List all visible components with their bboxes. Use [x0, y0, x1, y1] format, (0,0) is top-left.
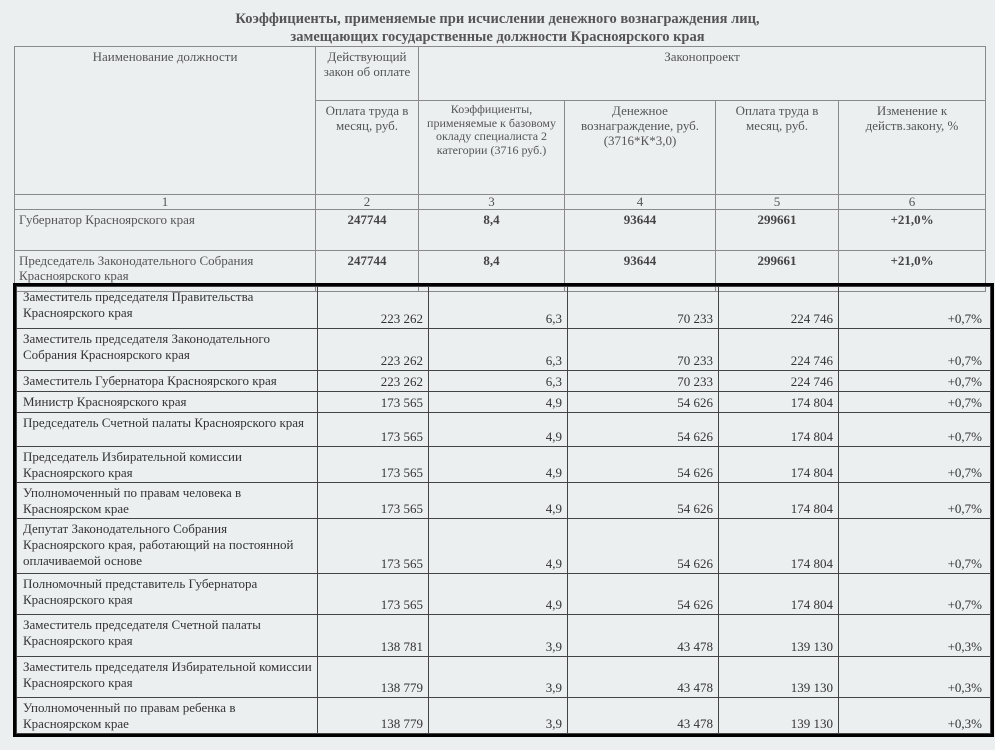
current-pay: 173 565: [318, 483, 429, 519]
new-pay: 299661: [716, 210, 839, 251]
coefficient: 3,9: [429, 657, 568, 698]
position-name: Заместитель председателя Правительства Красноярского края: [17, 287, 318, 329]
change-percent: +21,0%: [839, 251, 986, 292]
coefficient: 4,9: [429, 483, 568, 519]
change-percent: +0,7%: [839, 329, 991, 371]
header-col3: Коэффициенты, применяемые к базовому окладу специалиста 2 категории (3716 руб.): [419, 101, 565, 195]
position-name: Председатель Законодательного Собрания Красноярского края: [15, 251, 316, 292]
reward: 43 478: [568, 615, 719, 657]
new-pay: 174 804: [719, 483, 839, 519]
current-pay: 223 262: [318, 329, 429, 371]
coefficient: 4,9: [429, 519, 568, 574]
column-number: 3: [419, 195, 565, 210]
reward: 43 478: [568, 698, 719, 734]
column-number: 6: [839, 195, 986, 210]
change-percent: +0,7%: [839, 287, 991, 329]
new-pay: 224 746: [719, 329, 839, 371]
table-row: [17, 519, 991, 574]
position-name: Губернатор Красноярского края: [15, 210, 316, 251]
reward: 93644: [565, 210, 716, 251]
new-pay: 174 804: [719, 574, 839, 615]
new-pay: 174 804: [719, 392, 839, 413]
new-pay: 139 130: [719, 615, 839, 657]
position-name: Уполномоченный по правам человека в Красноярском крае: [17, 483, 318, 519]
header-col4-formula: (3716*К*3,0): [603, 133, 677, 148]
title-line-1: Коэффициенты, применяемые при исчислении денежного вознаграждения лиц,: [235, 11, 760, 27]
change-percent: +0,7%: [839, 392, 991, 413]
new-pay: 139 130: [719, 657, 839, 698]
reward: 70 233: [568, 287, 719, 329]
header-table: [14, 46, 986, 292]
coefficient: 4,9: [429, 574, 568, 615]
column-number: 4: [565, 195, 716, 210]
position-name: Председатель Счетной палаты Красноярского края: [17, 413, 318, 447]
current-pay: 138 781: [318, 615, 429, 657]
current-pay: 223 262: [318, 287, 429, 329]
header-current-law: Действующий закон об оплате: [316, 47, 419, 101]
table-row: [17, 413, 991, 447]
current-pay: 138 779: [318, 657, 429, 698]
position-name: Заместитель председателя Законодательного Собрания Красноярского края: [17, 329, 318, 371]
change-percent: +0,7%: [839, 519, 991, 574]
document-title: [0, 10, 995, 46]
table-row: [17, 698, 991, 734]
change-percent: +0,3%: [839, 657, 991, 698]
coefficient: 3,9: [429, 698, 568, 734]
table-row: [17, 371, 991, 392]
change-percent: +0,7%: [839, 447, 991, 483]
new-pay: 224 746: [719, 371, 839, 392]
header-col4: [565, 101, 716, 195]
change-percent: +0,7%: [839, 413, 991, 447]
table-row: [17, 657, 991, 698]
table-row: [17, 615, 991, 657]
position-name: Заместитель Губернатора Красноярского края: [17, 371, 318, 392]
new-pay: 174 804: [719, 447, 839, 483]
table-row: [15, 210, 986, 251]
change-percent: +0,3%: [839, 615, 991, 657]
position-name: Депутат Законодательного Собрания Красноярского края, работающий на постоянной оплачиваемой основе: [17, 519, 318, 574]
reward: 93644: [565, 251, 716, 292]
position-name: Заместитель председателя Избирательной комиссии Красноярского края: [17, 657, 318, 698]
change-percent: +0,7%: [839, 483, 991, 519]
table-row: [17, 447, 991, 483]
reward: 54 626: [568, 574, 719, 615]
title-line-2: замещающих государственные должности Красноярского края: [290, 29, 705, 45]
reward: 54 626: [568, 447, 719, 483]
current-pay: 173 565: [318, 413, 429, 447]
reward: 54 626: [568, 413, 719, 447]
new-pay: 174 804: [719, 413, 839, 447]
change-percent: +0,7%: [839, 371, 991, 392]
current-pay: 138 779: [318, 698, 429, 734]
change-percent: +21,0%: [839, 210, 986, 251]
positions-table: [16, 286, 991, 734]
position-name: Полномочный представитель Губернатора Красноярского края: [17, 574, 318, 615]
reward: 54 626: [568, 483, 719, 519]
header-bill: Законопроект: [419, 47, 986, 101]
table-row: [17, 329, 991, 371]
coefficient: 6,3: [429, 287, 568, 329]
new-pay: 224 746: [719, 287, 839, 329]
coefficient: 4,9: [429, 447, 568, 483]
change-percent: +0,7%: [839, 574, 991, 615]
reward: 43 478: [568, 657, 719, 698]
new-pay: 139 130: [719, 698, 839, 734]
column-number: 5: [716, 195, 839, 210]
position-name: Заместитель председателя Счетной палаты Красноярского края: [17, 615, 318, 657]
column-number: 2: [316, 195, 419, 210]
coefficient: 8,4: [419, 210, 565, 251]
coefficient: 4,9: [429, 413, 568, 447]
reward: 70 233: [568, 371, 719, 392]
current-pay: 247744: [316, 210, 419, 251]
column-number-row: [15, 195, 986, 210]
coefficient: 8,4: [419, 251, 565, 292]
current-pay: 173 565: [318, 574, 429, 615]
column-number: 1: [15, 195, 316, 210]
current-pay: 247744: [316, 251, 419, 292]
header-position-name: Наименование должности: [15, 47, 316, 195]
reward: 70 233: [568, 329, 719, 371]
table-row: [17, 287, 991, 329]
table-row: [17, 483, 991, 519]
reward: 54 626: [568, 519, 719, 574]
coefficient: 3,9: [429, 615, 568, 657]
header-col5: Оплата труда в месяц, руб.: [716, 101, 839, 195]
change-percent: +0,3%: [839, 698, 991, 734]
coefficient: 6,3: [429, 371, 568, 392]
reward: 54 626: [568, 392, 719, 413]
current-pay: 173 565: [318, 519, 429, 574]
current-pay: 223 262: [318, 371, 429, 392]
table-row: [17, 574, 991, 615]
coefficient: 4,9: [429, 392, 568, 413]
position-name: Уполномоченный по правам ребенка в Красноярском крае: [17, 698, 318, 734]
header-col6: Изменение к действ.закону, %: [839, 101, 986, 195]
position-name: Председатель Избирательной комиссии Красноярского края: [17, 447, 318, 483]
coefficient: 6,3: [429, 329, 568, 371]
new-pay: 299661: [716, 251, 839, 292]
header-col4-label: Денежное вознаграждение, руб.: [580, 103, 700, 133]
header-col2: Оплата труда в месяц, руб.: [316, 101, 419, 195]
position-name: Министр Красноярского края: [17, 392, 318, 413]
current-pay: 173 565: [318, 447, 429, 483]
table-row: [17, 392, 991, 413]
current-pay: 173 565: [318, 392, 429, 413]
new-pay: 174 804: [719, 519, 839, 574]
